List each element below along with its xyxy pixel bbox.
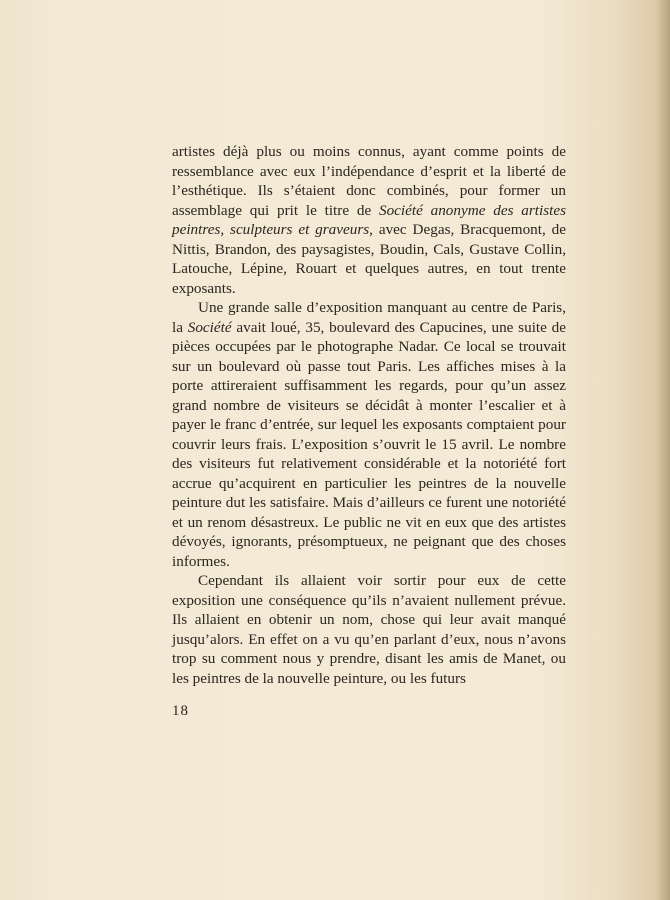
- paragraph-2-run-1: Une grande salle d’exposition manquant au centre de Paris, la: [172, 299, 566, 336]
- paragraph-2-run-3: avait loué, 35, boulevard des Capucines, une suite de pièces occupées par le photographe Nadar. Ce local se trouvait sur un boulevard où passe tout Paris. Les affiches mises à la porte attireraient suffisamment les regards, pour qu’un assez grand nombre de visiteurs se décidât à monter l’escalier et à payer le franc d’entrée, sur lequel les exposants comptaient pour couvrir leurs frais. L’exposition s’ouvrit le 15 avril. Le nombre des visiteurs fut relativement considérable et la notoriété fort accrue qu’acquirent en particulier les peintres de la nouvelle peinture dut les satisfaire. Mais d’ailleurs ce furent une notoriété et un renom désastreux. Le public ne vit en eux que des artistes dévoyés, ignorants, présomptueux, ne peignant que des choses informes.: [172, 318, 566, 570]
- paragraph-3-run-1: Cependant ils allaient voir sortir pour eux de cette exposition une conséquence qu’ils n’avaient nullement prévue. Ils allaient en obtenir un nom, chose qui leur avait manqué jusqu’alors. En effet on a vu qu’en parlant d’eux, nous n’avons trop su comment nous y prendre, disant les amis de Manet, ou les peintres de la nouvelle peinture, ou les futurs: [172, 572, 566, 687]
- paragraph-1-italic-title: Société anonyme des artistes peintres, sculpteurs et graveurs: [172, 201, 566, 238]
- paragraph-1-run-3: , avec Degas, Bracquemont, de Nittis, Brandon, des paysagistes, Boudin, Cals, Gustave Collin, Latouche, Lépine, Rouart et quelques autres, en tout trente exposants.: [172, 221, 566, 297]
- body-text: [172, 142, 566, 688]
- paragraph-1: [172, 142, 566, 298]
- page-edge-shadow: [656, 0, 670, 900]
- page-number: 18: [172, 703, 189, 719]
- paragraph-2-italic-societe: Société: [187, 318, 232, 336]
- paragraph-3: [172, 571, 566, 688]
- paragraph-1-run-1: artistes déjà plus ou moins connus, ayant comme points de ressemblance avec eux l’indépendance d’esprit et la liberté de l’esthétique. Ils s’étaient donc combinés, pour former un assemblage qui prit le titre de: [172, 143, 566, 219]
- paragraph-2: [172, 298, 566, 571]
